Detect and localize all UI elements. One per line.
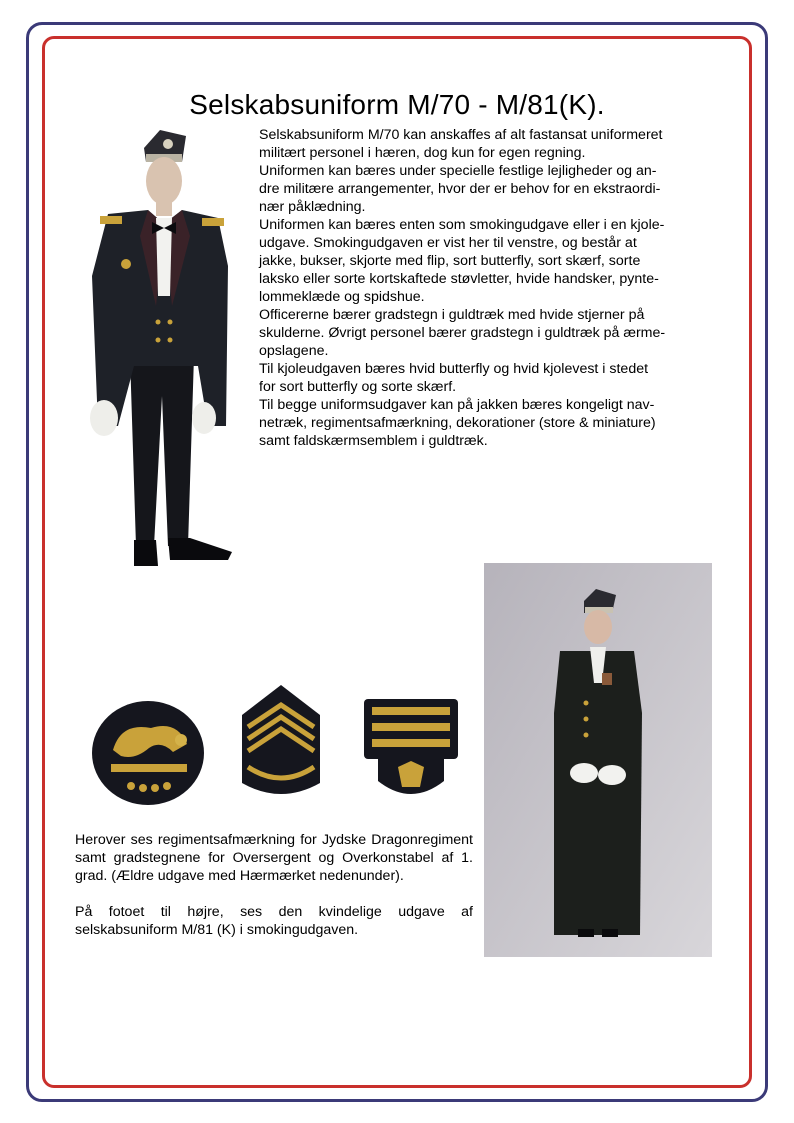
body-line: samt faldskærmsemblem i guldtræk. (259, 433, 488, 449)
body-line: opslagene. (259, 343, 329, 359)
caption-text (75, 831, 473, 939)
overkonstabel-rank-patch (362, 697, 460, 803)
oversergent-rank-patch (240, 683, 322, 800)
female-uniform-photo (484, 563, 712, 957)
body-line: Uniformen kan bæres under specielle festlige lejligheder og an- (259, 163, 657, 179)
body-text (259, 126, 721, 450)
body-line: militært personel i hæren, dog kun for egen regning. (259, 145, 586, 161)
body-line: lommeklæde og spidshue. (259, 289, 425, 305)
male-uniform-photo (78, 126, 244, 576)
regiment-insignia-patch (91, 700, 206, 806)
body-line: netræk, regimentsafmærkning, dekorationer (store & miniature) (259, 415, 656, 431)
body-line: Til begge uniformsudgaver kan på jakken bæres kongeligt nav- (259, 397, 655, 413)
body-line: laksko eller sorte kortskaftede støvletter, hvide handsker, pynte- (259, 271, 659, 287)
body-line: skulderne. Øvrigt personel bærer gradstegn i guldtræk på ærme- (259, 325, 666, 341)
page-title: Selskabsuniform M/70 - M/81(K). (189, 88, 605, 120)
body-line: dre militære arrangementer, hvor der er behov for en ekstraordi- (259, 181, 661, 197)
body-line: Officererne bærer gradstegn i guldtræk med hvide stjerner på (259, 307, 645, 323)
body-line: udgave. Smokingudgaven er vist her til venstre, og består at (259, 235, 637, 251)
caption-paragraph: På fotoet til højre, ses den kvindelige udgave af selskabsuniform M/81 (K) i smokingudgaven. (75, 904, 473, 938)
body-line: nær påklædning. (259, 199, 366, 215)
body-line: for sort butterfly og sorte skærf. (259, 379, 457, 395)
body-line: Uniformen kan bæres enten som smokingudgave eller i en kjole- (259, 217, 665, 233)
caption-paragraph: Herover ses regimentsafmærkning for Jydske Dragonregiment samt gradstegnene for Oversergent og Overkonstabel af 1. grad. (Ældre udgave med Hærmærket nedenunder). (75, 832, 473, 884)
body-line: Selskabsuniform M/70 kan anskaffes af alt fastansat uniformeret (259, 127, 663, 143)
body-line: Til kjoleudgaven bæres hvid butterfly og hvid kjolevest i stedet (259, 361, 649, 377)
body-line: jakke, bukser, skjorte med flip, sort butterfly, sort skærf, sorte (259, 253, 641, 269)
